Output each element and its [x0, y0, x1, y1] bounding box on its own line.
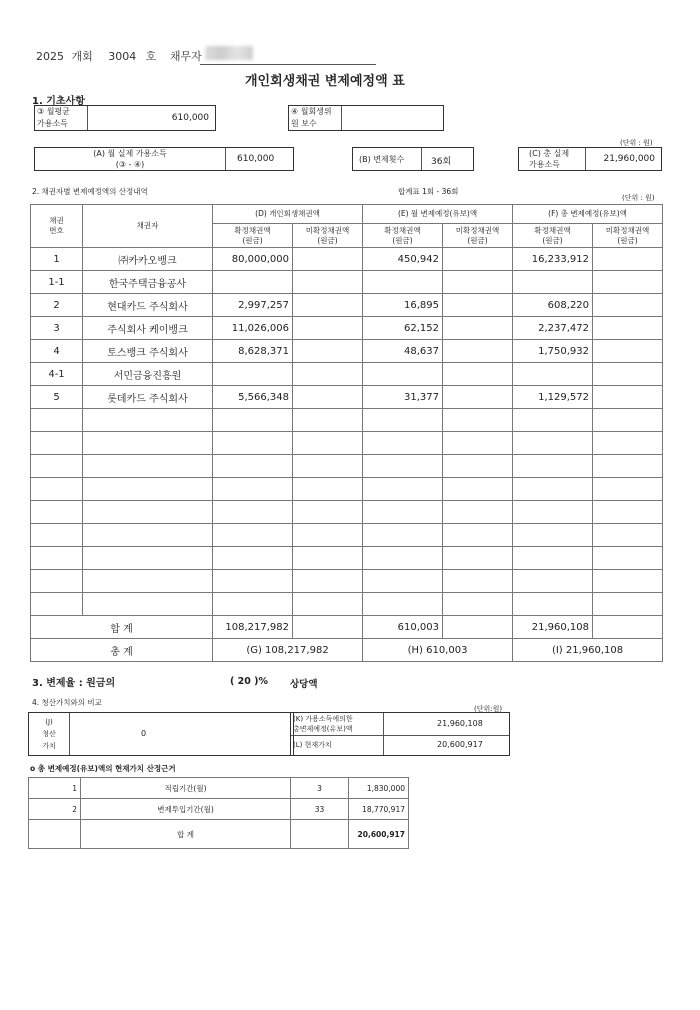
section1-heading: 1. 기초사항 — [32, 96, 85, 107]
cell-name — [83, 432, 213, 455]
cell-e1 — [363, 455, 443, 478]
creditor-table — [30, 204, 663, 662]
cell-d2 — [293, 570, 363, 593]
cell-name — [83, 501, 213, 524]
b-count-value: 36회 — [431, 157, 452, 167]
cell-no — [31, 593, 83, 616]
basis-no: 1 — [29, 778, 81, 799]
sum-label: 합 계 — [31, 616, 213, 639]
sum-e-unconfirmed — [443, 616, 513, 639]
repayment-rate: ( 20 )% — [230, 676, 269, 687]
section2-range: 합계표 1회 - 36회 — [398, 187, 459, 196]
cell-d1 — [213, 570, 293, 593]
basis-row — [29, 778, 409, 799]
cell-name — [83, 593, 213, 616]
cell-f1 — [513, 432, 593, 455]
cell-e1 — [363, 432, 443, 455]
cell-d1: 8,628,371 — [213, 340, 293, 363]
header-case-suffix: 호 — [145, 50, 157, 63]
creditor-row — [31, 294, 663, 317]
total-label: 총 계 — [31, 639, 213, 662]
cell-e1 — [363, 501, 443, 524]
creditor-body — [31, 248, 663, 616]
cell-e1 — [363, 363, 443, 386]
cell-e2 — [443, 271, 513, 294]
total-h: (H) 610,003 — [363, 639, 513, 662]
empty-row — [31, 455, 663, 478]
cell-d1: 80,000,000 — [213, 248, 293, 271]
cell-f1 — [513, 570, 593, 593]
a-income-box — [34, 147, 294, 171]
basis-total-row — [29, 820, 409, 849]
cell-name — [83, 455, 213, 478]
empty-row — [31, 547, 663, 570]
creditor-row — [31, 386, 663, 409]
title-rule — [200, 64, 376, 65]
avg-income-value: 610,000 — [171, 113, 209, 123]
cell-d2 — [293, 386, 363, 409]
repayment-rate-suffix: 상당액 — [290, 679, 318, 690]
cell-e2 — [443, 501, 513, 524]
cell-name — [83, 409, 213, 432]
cell-f2 — [593, 386, 663, 409]
cell-e1: 62,152 — [363, 317, 443, 340]
col-header-e: (E) 월 변제예정(유보)액 — [363, 205, 513, 224]
l-value: 20,600,917 — [437, 740, 483, 749]
a-income-label-1: (A) 월 실제 가용소득 — [93, 149, 167, 158]
cell-f2 — [593, 524, 663, 547]
basis-row — [29, 799, 409, 820]
j-value: 0 — [141, 729, 147, 738]
cell-d1 — [213, 363, 293, 386]
basis-months: 3 — [291, 778, 349, 799]
cell-no — [31, 455, 83, 478]
cell-d2 — [293, 432, 363, 455]
cell-name — [83, 478, 213, 501]
section5-heading: o 총 변제예정(유보)액의 현재가치 산정근거 — [30, 764, 176, 773]
cell-d1 — [213, 547, 293, 570]
case-header — [36, 48, 202, 64]
cell-d2 — [293, 478, 363, 501]
cell-e2 — [443, 317, 513, 340]
cell-f1 — [513, 593, 593, 616]
cell-d2 — [293, 271, 363, 294]
basis-label: 변제투입기간(월) — [81, 799, 291, 820]
empty-row — [31, 593, 663, 616]
basis-label: 적립기간(월) — [81, 778, 291, 799]
cell-e1 — [363, 593, 443, 616]
cell-d2 — [293, 409, 363, 432]
cell-f2 — [593, 593, 663, 616]
cell-name: 현대카드 주식회사 — [83, 294, 213, 317]
cell-no: 4 — [31, 340, 83, 363]
col-header-d-unconfirmed: 미확정채권액 (원금) — [293, 224, 363, 248]
cell-d2 — [293, 547, 363, 570]
j-label-1: (J) — [45, 718, 53, 726]
section1-unit: (단위 : 원) — [620, 139, 653, 147]
cell-d1: 5,566,348 — [213, 386, 293, 409]
rehab-fee-divider — [341, 106, 342, 130]
sum-f-unconfirmed — [593, 616, 663, 639]
avg-income-label-1: ③ 월평균 — [37, 107, 70, 116]
cell-no: 1-1 — [31, 271, 83, 294]
avg-income-box — [34, 105, 216, 131]
cell-e2 — [443, 570, 513, 593]
cell-no — [31, 524, 83, 547]
cell-d2 — [293, 294, 363, 317]
cell-e2 — [443, 409, 513, 432]
header-court: 개회 — [71, 50, 93, 63]
cell-f1: 16,233,912 — [513, 248, 593, 271]
cell-no: 2 — [31, 294, 83, 317]
a-income-value: 610,000 — [237, 154, 275, 164]
cell-f2 — [593, 455, 663, 478]
liquidation-value-box — [28, 712, 294, 756]
cell-e1: 450,942 — [363, 248, 443, 271]
cell-d2 — [293, 455, 363, 478]
redacted-name — [205, 46, 253, 60]
cell-name: 주식회사 케이뱅크 — [83, 317, 213, 340]
header-year: 2025 — [36, 50, 64, 63]
cell-f2 — [593, 432, 663, 455]
cell-f2 — [593, 248, 663, 271]
sum-d: 108,217,982 — [213, 616, 293, 639]
kl-hdivider — [291, 735, 509, 736]
c-total-label-1: (C) 총 실제 — [529, 149, 570, 158]
cell-f2 — [593, 317, 663, 340]
c-total-divider — [585, 148, 586, 170]
cell-name: 토스뱅크 주식회사 — [83, 340, 213, 363]
cell-e1: 16,895 — [363, 294, 443, 317]
a-income-label-2: (③ - ④) — [115, 160, 145, 169]
cell-no: 5 — [31, 386, 83, 409]
cell-e2 — [443, 547, 513, 570]
section4-unit: (단위:원) — [474, 705, 503, 713]
cell-name: 롯데카드 주식회사 — [83, 386, 213, 409]
cell-d1 — [213, 478, 293, 501]
cell-f1 — [513, 409, 593, 432]
cell-f2 — [593, 409, 663, 432]
section2-unit: (단위 : 원) — [622, 194, 655, 202]
cell-f2 — [593, 363, 663, 386]
cell-e1: 48,637 — [363, 340, 443, 363]
cell-f1 — [513, 455, 593, 478]
k-value: 21,960,108 — [437, 719, 483, 728]
rehab-fee-label-2: 원 보수 — [291, 119, 317, 128]
empty-row — [31, 501, 663, 524]
present-value-basis-table — [28, 777, 409, 849]
cell-f1 — [513, 478, 593, 501]
k-label-1: (K) 가용소득에의한 — [293, 715, 353, 723]
cell-f2 — [593, 547, 663, 570]
cell-f1 — [513, 501, 593, 524]
col-header-f: (F) 총 변제예정(유보)액 — [513, 205, 663, 224]
cell-d2 — [293, 524, 363, 547]
cell-f2 — [593, 271, 663, 294]
cell-e1 — [363, 409, 443, 432]
kl-vdivider — [383, 713, 384, 755]
cell-e1 — [363, 478, 443, 501]
cell-d1: 11,026,006 — [213, 317, 293, 340]
basis-amount: 18,770,917 — [349, 799, 409, 820]
cell-name: 한국주택금융공사 — [83, 271, 213, 294]
l-label: (L) 현재가치 — [293, 741, 332, 749]
cell-f2 — [593, 294, 663, 317]
creditor-row — [31, 317, 663, 340]
cell-e2 — [443, 363, 513, 386]
creditor-row — [31, 248, 663, 271]
creditor-row — [31, 340, 663, 363]
k-label-2: 총변제예정(유보)액 — [293, 725, 353, 733]
empty-row — [31, 524, 663, 547]
basis-no: 2 — [29, 799, 81, 820]
cell-f2 — [593, 501, 663, 524]
cell-name — [83, 547, 213, 570]
basis-total-label: 합 계 — [81, 820, 291, 849]
cell-e1 — [363, 524, 443, 547]
col-header-f-confirmed: 확정채권액 (원금) — [513, 224, 593, 248]
avg-income-label-2: 가용소득 — [37, 119, 68, 128]
cell-f1: 1,129,572 — [513, 386, 593, 409]
col-header-e-confirmed: 확정채권액 (원금) — [363, 224, 443, 248]
basis-months: 33 — [291, 799, 349, 820]
cell-d2 — [293, 363, 363, 386]
cell-f2 — [593, 478, 663, 501]
b-count-label: (B) 변제횟수 — [359, 155, 405, 164]
cell-no — [31, 432, 83, 455]
cell-e2 — [443, 294, 513, 317]
j-label-2: 청산 — [42, 730, 56, 738]
creditor-row — [31, 363, 663, 386]
cell-e1 — [363, 547, 443, 570]
cell-f2 — [593, 340, 663, 363]
col-header-creditor: 채권자 — [83, 205, 213, 248]
col-header-e-unconfirmed: 미확정채권액 (원금) — [443, 224, 513, 248]
cell-d2 — [293, 340, 363, 363]
cell-d2 — [293, 593, 363, 616]
cell-no: 3 — [31, 317, 83, 340]
b-count-box — [352, 147, 474, 171]
cell-e1: 31,377 — [363, 386, 443, 409]
section3-heading: 3. 변제율 : 원금의 — [32, 678, 116, 689]
total-row — [31, 639, 663, 662]
header-case-no: 3004 — [108, 50, 137, 63]
section2-heading: 2. 채권자별 변제예정액의 산정내역 — [32, 187, 148, 196]
basis-total-no — [29, 820, 81, 849]
basis-total-amount: 20,600,917 — [349, 820, 409, 849]
cell-d2 — [293, 248, 363, 271]
cell-d2 — [293, 501, 363, 524]
cell-f1: 1,750,932 — [513, 340, 593, 363]
sum-row — [31, 616, 663, 639]
col-header-f-unconfirmed: 미확정채권액 (원금) — [593, 224, 663, 248]
cell-name — [83, 570, 213, 593]
cell-e2 — [443, 455, 513, 478]
cell-d1 — [213, 524, 293, 547]
cell-f1 — [513, 547, 593, 570]
j-divider — [69, 713, 70, 755]
c-total-value: 21,960,000 — [603, 154, 655, 164]
cell-no: 1 — [31, 248, 83, 271]
sum-f: 21,960,108 — [513, 616, 593, 639]
cell-name: 서민금융진흥원 — [83, 363, 213, 386]
cell-f1 — [513, 363, 593, 386]
basis-amount: 1,830,000 — [349, 778, 409, 799]
cell-no — [31, 478, 83, 501]
cell-d1 — [213, 593, 293, 616]
cell-no — [31, 570, 83, 593]
cell-f1: 2,237,472 — [513, 317, 593, 340]
cell-d1 — [213, 432, 293, 455]
cell-e2 — [443, 432, 513, 455]
cell-no — [31, 501, 83, 524]
cell-f2 — [593, 570, 663, 593]
cell-d2 — [293, 317, 363, 340]
creditor-row — [31, 271, 663, 294]
empty-row — [31, 432, 663, 455]
cell-f1 — [513, 524, 593, 547]
cell-name: ㈜카카오뱅크 — [83, 248, 213, 271]
rehab-fee-box — [288, 105, 444, 131]
basis-total-months — [291, 820, 349, 849]
cell-name — [83, 524, 213, 547]
c-total-label-2: 가용소득 — [529, 160, 560, 169]
cell-no: 4-1 — [31, 363, 83, 386]
b-count-divider — [421, 148, 422, 170]
cell-f1: 608,220 — [513, 294, 593, 317]
avg-income-divider — [87, 106, 88, 130]
cell-e2 — [443, 478, 513, 501]
empty-row — [31, 409, 663, 432]
section4-heading: 4. 청산가치와의 비교 — [32, 698, 102, 707]
empty-row — [31, 478, 663, 501]
col-header-d-confirmed: 확정채권액 (원금) — [213, 224, 293, 248]
a-income-divider — [225, 148, 226, 170]
col-header-d: (D) 개인회생채권액 — [213, 205, 363, 224]
c-total-box — [518, 147, 662, 171]
j-label-3: 가치 — [42, 742, 56, 750]
cell-no — [31, 547, 83, 570]
cell-d1 — [213, 455, 293, 478]
header-debtor-label: 채무자 — [169, 50, 202, 63]
cell-f1 — [513, 271, 593, 294]
cell-e1 — [363, 271, 443, 294]
cell-d1 — [213, 501, 293, 524]
cell-d1 — [213, 409, 293, 432]
cell-e1 — [363, 570, 443, 593]
sum-d-unconfirmed — [293, 616, 363, 639]
basis-body — [29, 778, 409, 820]
rehab-fee-label-1: ④ 월회생위 — [291, 107, 332, 116]
cell-e2 — [443, 340, 513, 363]
col-header-no: 채권 번호 — [31, 205, 83, 248]
page-title: 개인회생채권 변제예정액 표 — [245, 74, 405, 89]
cell-e2 — [443, 248, 513, 271]
cell-e2 — [443, 593, 513, 616]
sum-e: 610,003 — [363, 616, 443, 639]
total-i: (I) 21,960,108 — [513, 639, 663, 662]
cell-d1 — [213, 271, 293, 294]
empty-row — [31, 570, 663, 593]
cell-d1: 2,997,257 — [213, 294, 293, 317]
cell-e2 — [443, 524, 513, 547]
present-value-box — [290, 712, 510, 756]
cell-no — [31, 409, 83, 432]
total-g: (G) 108,217,982 — [213, 639, 363, 662]
cell-e2 — [443, 386, 513, 409]
